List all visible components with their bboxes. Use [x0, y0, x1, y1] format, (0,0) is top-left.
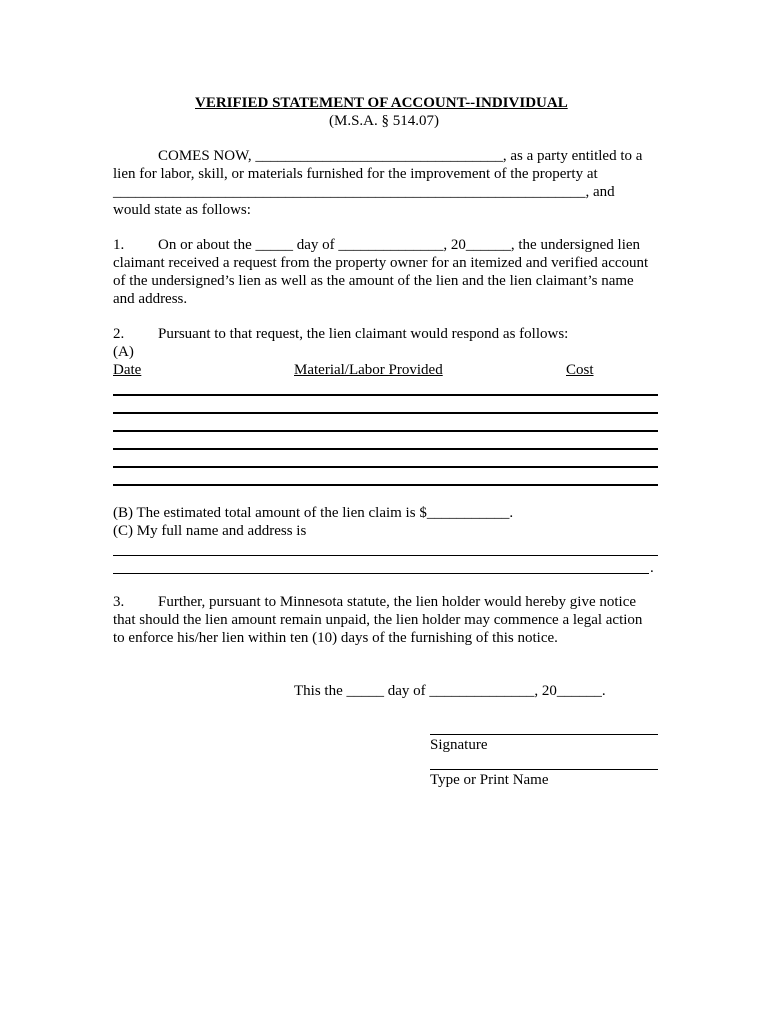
address-end-period: .	[650, 560, 654, 576]
address-line-2[interactable]	[113, 573, 649, 574]
table-row-line[interactable]	[113, 484, 658, 486]
paragraph-3-text: Further, pursuant to Minnesota statute, the lien holder would hereby give notice	[158, 594, 637, 610]
table-row-line[interactable]	[113, 430, 658, 432]
paragraph-1-line-4: and address.	[113, 291, 188, 307]
print-name-label: Type or Print Name	[430, 772, 549, 788]
intro-line-3: _______________________________________________________________, and	[113, 184, 615, 200]
paragraph-2-number: 2.	[113, 326, 125, 342]
paragraph-2-text: Pursuant to that request, the lien claimant would respond as follows:	[158, 326, 569, 342]
column-header-cost: Cost	[566, 362, 594, 378]
table-row-line[interactable]	[113, 466, 658, 468]
paragraph-3-line-3: to enforce his/her lien within ten (10) days of the furnishing of this notice.	[113, 630, 558, 646]
table-row-line[interactable]	[113, 394, 658, 396]
statute-reference: (M.S.A. § 514.07)	[329, 113, 440, 129]
paragraph-2-line-1	[113, 325, 568, 343]
part-c-name-address: (C) My full name and address is	[113, 523, 307, 539]
paragraph-1-line-1	[113, 236, 640, 254]
table-row-line[interactable]	[113, 448, 658, 450]
paragraph-3-line-1	[113, 593, 636, 611]
dated-line: This the _____ day of ______________, 20______.	[294, 683, 606, 699]
paragraph-1-line-3: of the undersigned’s lien as well as the amount of the lien and the lien claimant’s name	[113, 273, 634, 289]
table-row-line[interactable]	[113, 412, 658, 414]
paragraph-1-text: On or about the _____ day of ______________, 20______, the undersigned lien	[158, 237, 641, 253]
intro-line-1: COMES NOW, _________________________________, as a party entitled to a	[158, 148, 643, 164]
part-b-estimated-total: (B) The estimated total amount of the lien claim is $___________.	[113, 505, 514, 521]
paragraph-3-line-2: that should the lien amount remain unpaid, the lien holder may commence a legal action	[113, 612, 643, 628]
intro-line-2: lien for labor, skill, or materials furnished for the improvement of the property at	[113, 166, 598, 182]
intro-line-4: would state as follows:	[113, 202, 251, 218]
column-header-date: Date	[113, 362, 142, 378]
signature-label: Signature	[430, 737, 488, 753]
document-title: VERIFIED STATEMENT OF ACCOUNT--INDIVIDUAL	[195, 95, 568, 111]
part-a-label: (A)	[113, 344, 134, 360]
signature-line[interactable]	[430, 734, 658, 735]
paragraph-1-line-2: claimant received a request from the property owner for an itemized and verified account	[113, 255, 649, 271]
paragraph-1-number: 1.	[113, 237, 125, 253]
paragraph-3-number: 3.	[113, 594, 125, 610]
print-name-line[interactable]	[430, 769, 658, 770]
address-line-1[interactable]	[113, 555, 658, 556]
column-header-material-labor: Material/Labor Provided	[294, 362, 443, 378]
